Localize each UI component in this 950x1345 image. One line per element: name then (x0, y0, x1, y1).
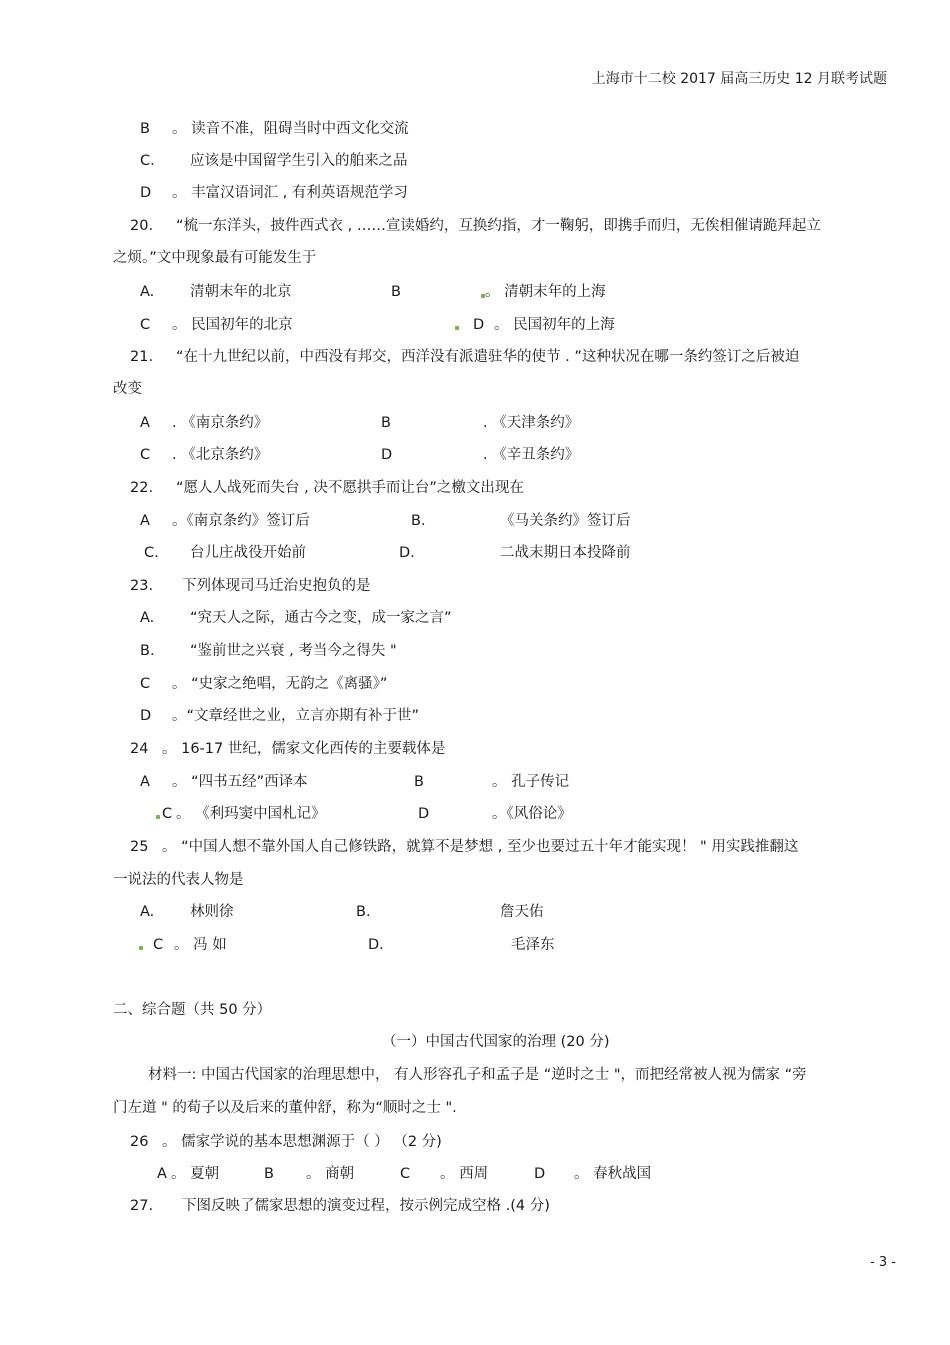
q20-option-b-text: 。 清朝末年的上海 (485, 284, 606, 300)
q23-number: 23. (130, 578, 154, 594)
q26-option-d-text: 。 春秋战国 (574, 1166, 652, 1182)
q20-option-b-letter: B (391, 284, 401, 300)
q23-option-b-text: “鉴前世之兴衰 , 考当今之得失 " (190, 643, 397, 659)
q23-option-d-letter: D (140, 708, 152, 724)
q22-option-c-letter: C. (144, 545, 159, 561)
q25-option-d-letter: D. (368, 937, 384, 953)
q21-option-b-letter: B (381, 415, 391, 431)
q24-option-a-text: 。 “四书五经”西译本 (172, 774, 308, 790)
q24-option-b-letter: B (414, 774, 424, 790)
q23-option-a-text: “究天人之际，通古今之变，成一家之言” (190, 610, 452, 626)
q24-stem: 。 16-17 世纪，儒家文化西传的主要载体是 (162, 741, 446, 757)
q21-stem-line1: “在十九世纪以前，中西没有邦交，西洋没有派遣驻华的使节 . ”这种状况在哪一条约签订之后被迫 (176, 349, 800, 365)
q25-stem-line1: 。 “中国人想不靠外国人自己修铁路，就算不是梦想 , 至少也要过五十年才能实现！ " 用实践推翻这 (162, 839, 799, 855)
q24-option-c-text: 。 《利玛窦中国札记》 (176, 806, 326, 822)
section2-title: 二、综合题（共 50 分） (113, 1002, 272, 1018)
q26-option-c-text: 。 西周 (440, 1166, 489, 1182)
q20-stem-line1: “梳一东洋头，披件西式衣 , ……宣读婚约，互换约指，才一鞠躬，即携手而归，无俟相催请跪拜起立 (176, 218, 821, 234)
q23-option-c-text: 。 “史家之绝唱，无韵之《离骚》” (172, 676, 388, 692)
q25-option-b-text: 詹天佑 (500, 904, 544, 920)
q26-option-d-letter: D (534, 1166, 546, 1182)
q24-option-c-letter: C (162, 806, 173, 822)
q19-option-d-letter: D (140, 185, 152, 201)
q26-stem: 。 儒家学说的基本思想渊源于（ ） （2 分) (162, 1134, 442, 1150)
q21-option-d-letter: D (381, 447, 393, 463)
page-header: 上海市十二校 2017 届高三历史 12 月联考试题 (591, 71, 887, 87)
q20-option-d-letter: D (473, 317, 485, 333)
q21-number: 21. (130, 349, 154, 365)
q22-stem: “愿人人战死而失台 , 决不愿拱手而让台”之檄文出现在 (176, 480, 524, 496)
q21-option-d-text: . 《辛丑条约》 (483, 447, 580, 463)
q25-option-a-text: 林则徐 (190, 904, 234, 920)
q25-number: 25 (130, 839, 149, 855)
q26-option-b-letter: B (264, 1166, 274, 1182)
q24-option-d-letter: D (418, 806, 430, 822)
q25-option-b-letter: B. (356, 904, 371, 920)
q26-option-b-text: 。 商朝 (306, 1166, 355, 1182)
q24-option-a-letter: A (140, 774, 150, 790)
q19-option-b-text: 。 读音不准，阻碍当时中西文化交流 (172, 121, 409, 137)
q26-option-a-text: 。 夏朝 (171, 1166, 220, 1182)
q27-number: 27. (130, 1198, 154, 1214)
q22-option-b-text: 《马关条约》签订后 (500, 513, 631, 529)
q20-option-d-text: 。 民国初年的上海 (494, 317, 615, 333)
q21-option-a-text: . 《南京条约》 (172, 415, 269, 431)
marker-dot (455, 326, 459, 330)
q21-option-b-text: . 《天津条约》 (483, 415, 580, 431)
q26-option-a-letter: A (157, 1166, 167, 1182)
q27-stem: 下图反映了儒家思想的演变过程，按示例完成空格 .(4 分) (182, 1198, 550, 1214)
q21-stem-line2: 改变 (113, 381, 142, 397)
q22-option-a-letter: A (140, 513, 150, 529)
q23-option-d-text: 。“文章经世之业，立言亦期有补于世” (172, 708, 420, 724)
q24-option-b-text: 。 孔子传记 (492, 774, 570, 790)
q22-number: 22. (130, 480, 154, 496)
q20-number: 20. (130, 218, 154, 234)
q19-option-c-letter: C. (140, 153, 155, 169)
q20-option-c-text: 。 民国初年的北京 (172, 317, 293, 333)
q26-option-c-letter: C (400, 1166, 411, 1182)
material1-line1: 材料一: 中国古代国家的治理思想中， 有人形容孔子和孟子是 “逆时之士 "，而把经常被人视为儒家 “旁 (148, 1067, 807, 1083)
q20-option-c-letter: C (140, 317, 151, 333)
q25-option-c-letter: C (153, 937, 164, 953)
q23-stem: 下列体现司马迁治史抱负的是 (182, 578, 371, 594)
q25-stem-line2: 一说法的代表人物是 (113, 872, 244, 888)
marker-dot (156, 815, 160, 819)
q25-option-a-letter: A. (140, 904, 155, 920)
q22-option-d-letter: D. (399, 545, 415, 561)
q20-option-a-text: 清朝末年的北京 (190, 284, 292, 300)
q23-option-a-letter: A. (140, 610, 155, 626)
q19-option-c-text: 应该是中国留学生引入的舶来之品 (190, 153, 408, 169)
q25-option-c-text: 。 冯 如 (174, 937, 227, 953)
marker-dot (139, 946, 143, 950)
q24-number: 24 (130, 741, 149, 757)
q22-option-c-text: 台儿庄战役开始前 (190, 545, 306, 561)
q21-option-c-text: . 《北京条约》 (172, 447, 269, 463)
q19-option-d-text: 。 丰富汉语词汇 , 有利英语规范学习 (172, 185, 408, 201)
q24-option-d-text: 。《风俗论》 (492, 806, 572, 822)
q22-option-d-text: 二战末期日本投降前 (500, 545, 631, 561)
q22-option-a-text: 。《南京条约》签订后 (172, 513, 310, 529)
q23-option-c-letter: C (140, 676, 151, 692)
q25-option-d-text: 毛泽东 (511, 937, 555, 953)
q20-option-a-letter: A. (140, 284, 155, 300)
q23-option-b-letter: B. (140, 643, 155, 659)
q20-stem-line2: 之烦。”文中现象最有可能发生于 (113, 250, 317, 266)
section2-subtitle: （一）中国古代国家的治理 (20 分) (382, 1034, 610, 1050)
page-number: - 3 - (870, 1255, 896, 1270)
q22-option-b-letter: B. (411, 513, 426, 529)
q26-number: 26 (130, 1134, 149, 1150)
q21-option-a-letter: A (140, 415, 150, 431)
q21-option-c-letter: C (140, 447, 151, 463)
material1-line2: 门左道 " 的荀子以及后来的董仲舒，称为“顺时之士 ". (113, 1100, 457, 1116)
q19-option-b-letter: B (140, 121, 150, 137)
